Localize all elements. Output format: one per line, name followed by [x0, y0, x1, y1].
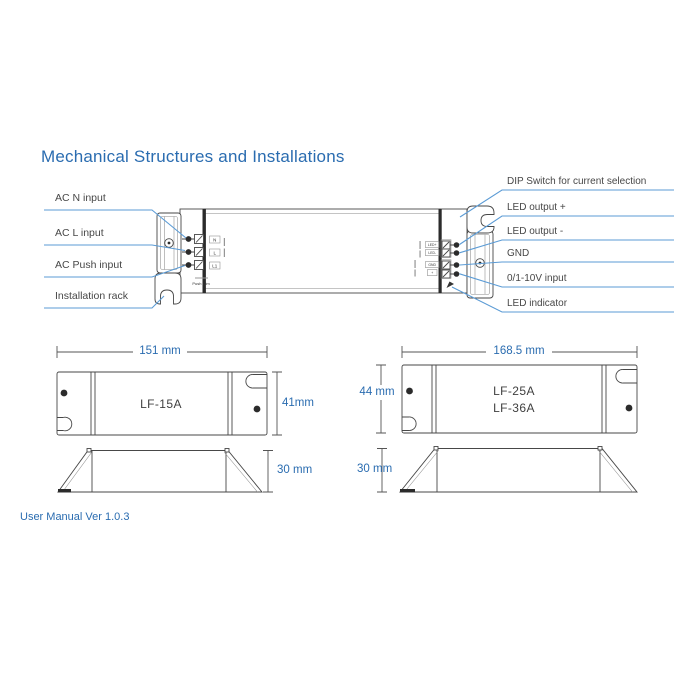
port-label-gnd: GND: [428, 263, 436, 268]
port-label-led-plus: LED+: [427, 243, 437, 248]
lf15a-width-text: 151 mm: [139, 345, 181, 357]
lf25a-side-view: [377, 447, 637, 493]
label-led-output-plus: LED output +: [507, 202, 566, 213]
label-ac-n-input: AC N input: [55, 192, 106, 204]
lf15a-depth-text: 30 mm: [277, 464, 313, 476]
lf25a-depth-text: 30 mm: [357, 463, 393, 475]
lf15a-height-text: 41mm: [282, 397, 314, 409]
lf25a-height-text: 44 mm: [359, 386, 395, 398]
led-driver-device-drawing: [44, 190, 674, 312]
label-led-output-minus: LED output -: [507, 226, 564, 237]
lf25a-width-text: 168.5 mm: [493, 345, 545, 357]
screw-hole: [254, 406, 261, 413]
lf25a-model-text: LF-25A: [493, 384, 535, 398]
left-mounting-bracket: [157, 213, 181, 273]
push-dim-print: Push Dim: [192, 281, 210, 286]
lf15a-depth-dimension: [263, 451, 273, 493]
label-dip-switch: DIP Switch for current selection: [507, 176, 647, 187]
lf36a-model-text: LF-36A: [493, 401, 535, 415]
lf15a-side-view: [58, 449, 273, 493]
port-label-led-minus: LED-: [428, 251, 437, 256]
lf25a-height-dimension: [376, 365, 386, 433]
terminal-label-l1: L1: [212, 263, 218, 269]
port-label-plus: +: [431, 271, 434, 276]
lf15a-model-text: LF-15A: [140, 397, 182, 411]
terminal-label-l: L: [213, 250, 217, 256]
label-led-indicator: LED indicator: [507, 298, 568, 309]
label-gnd: GND: [507, 248, 530, 259]
screw-hole: [626, 405, 633, 412]
label-ac-push-input: AC Push input: [55, 259, 123, 271]
screw-hole: [61, 390, 68, 397]
installation-hook-left: [155, 273, 181, 304]
label-0-1-10v-input: 0/1-10V input: [507, 273, 567, 284]
screw-hole: [406, 388, 413, 395]
lf15a-top-view: [57, 346, 282, 435]
terminal-label-n: N: [213, 237, 217, 243]
label-installation-rack: Installation rack: [55, 290, 128, 302]
page-title: Mechanical Structures and Installations: [41, 147, 345, 166]
device-body: [205, 209, 440, 293]
label-ac-l-input: AC L input: [55, 227, 104, 239]
lf15a-height-dimension: [272, 372, 282, 435]
footer-version: User Manual Ver 1.0.3: [20, 511, 130, 523]
